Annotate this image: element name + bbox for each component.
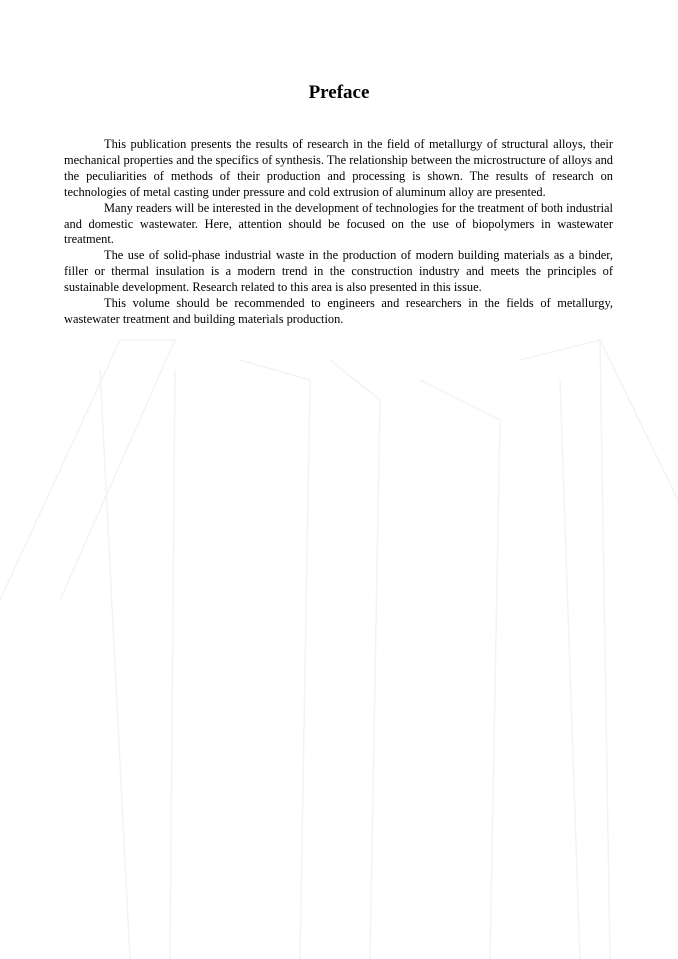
paragraph-3: The use of solid-phase industrial waste in the production of modern building materials as a binder, filler or thermal insulation is a modern trend in the construction industry and meets the principles of sustainable development. Research related to this area is also presented in this issue. bbox=[64, 248, 613, 295]
paragraph-1: This publication presents the results of research in the field of metallurgy of structural alloys, their mechanical properties and the specifics of synthesis. The relationship between the microstructure of alloys and the peculiarities of methods of their production and processing is shown. The results of research on technologies of metal casting under pressure and cold extrusion of aluminum alloy are presented. bbox=[64, 137, 613, 199]
paragraph-2: Many readers will be interested in the development of technologies for the treatment of both industrial and domestic wastewater. Here, attention should be focused on the use of biopolymers in wastewater treatment. bbox=[64, 200, 613, 247]
paragraph-4: This volume should be recommended to engineers and researchers in the fields of metallurgy, wastewater treatment and building materials production. bbox=[64, 296, 613, 326]
page-title: Preface bbox=[308, 82, 370, 103]
preface-body bbox=[64, 137, 613, 328]
background-watermark bbox=[0, 300, 678, 959]
